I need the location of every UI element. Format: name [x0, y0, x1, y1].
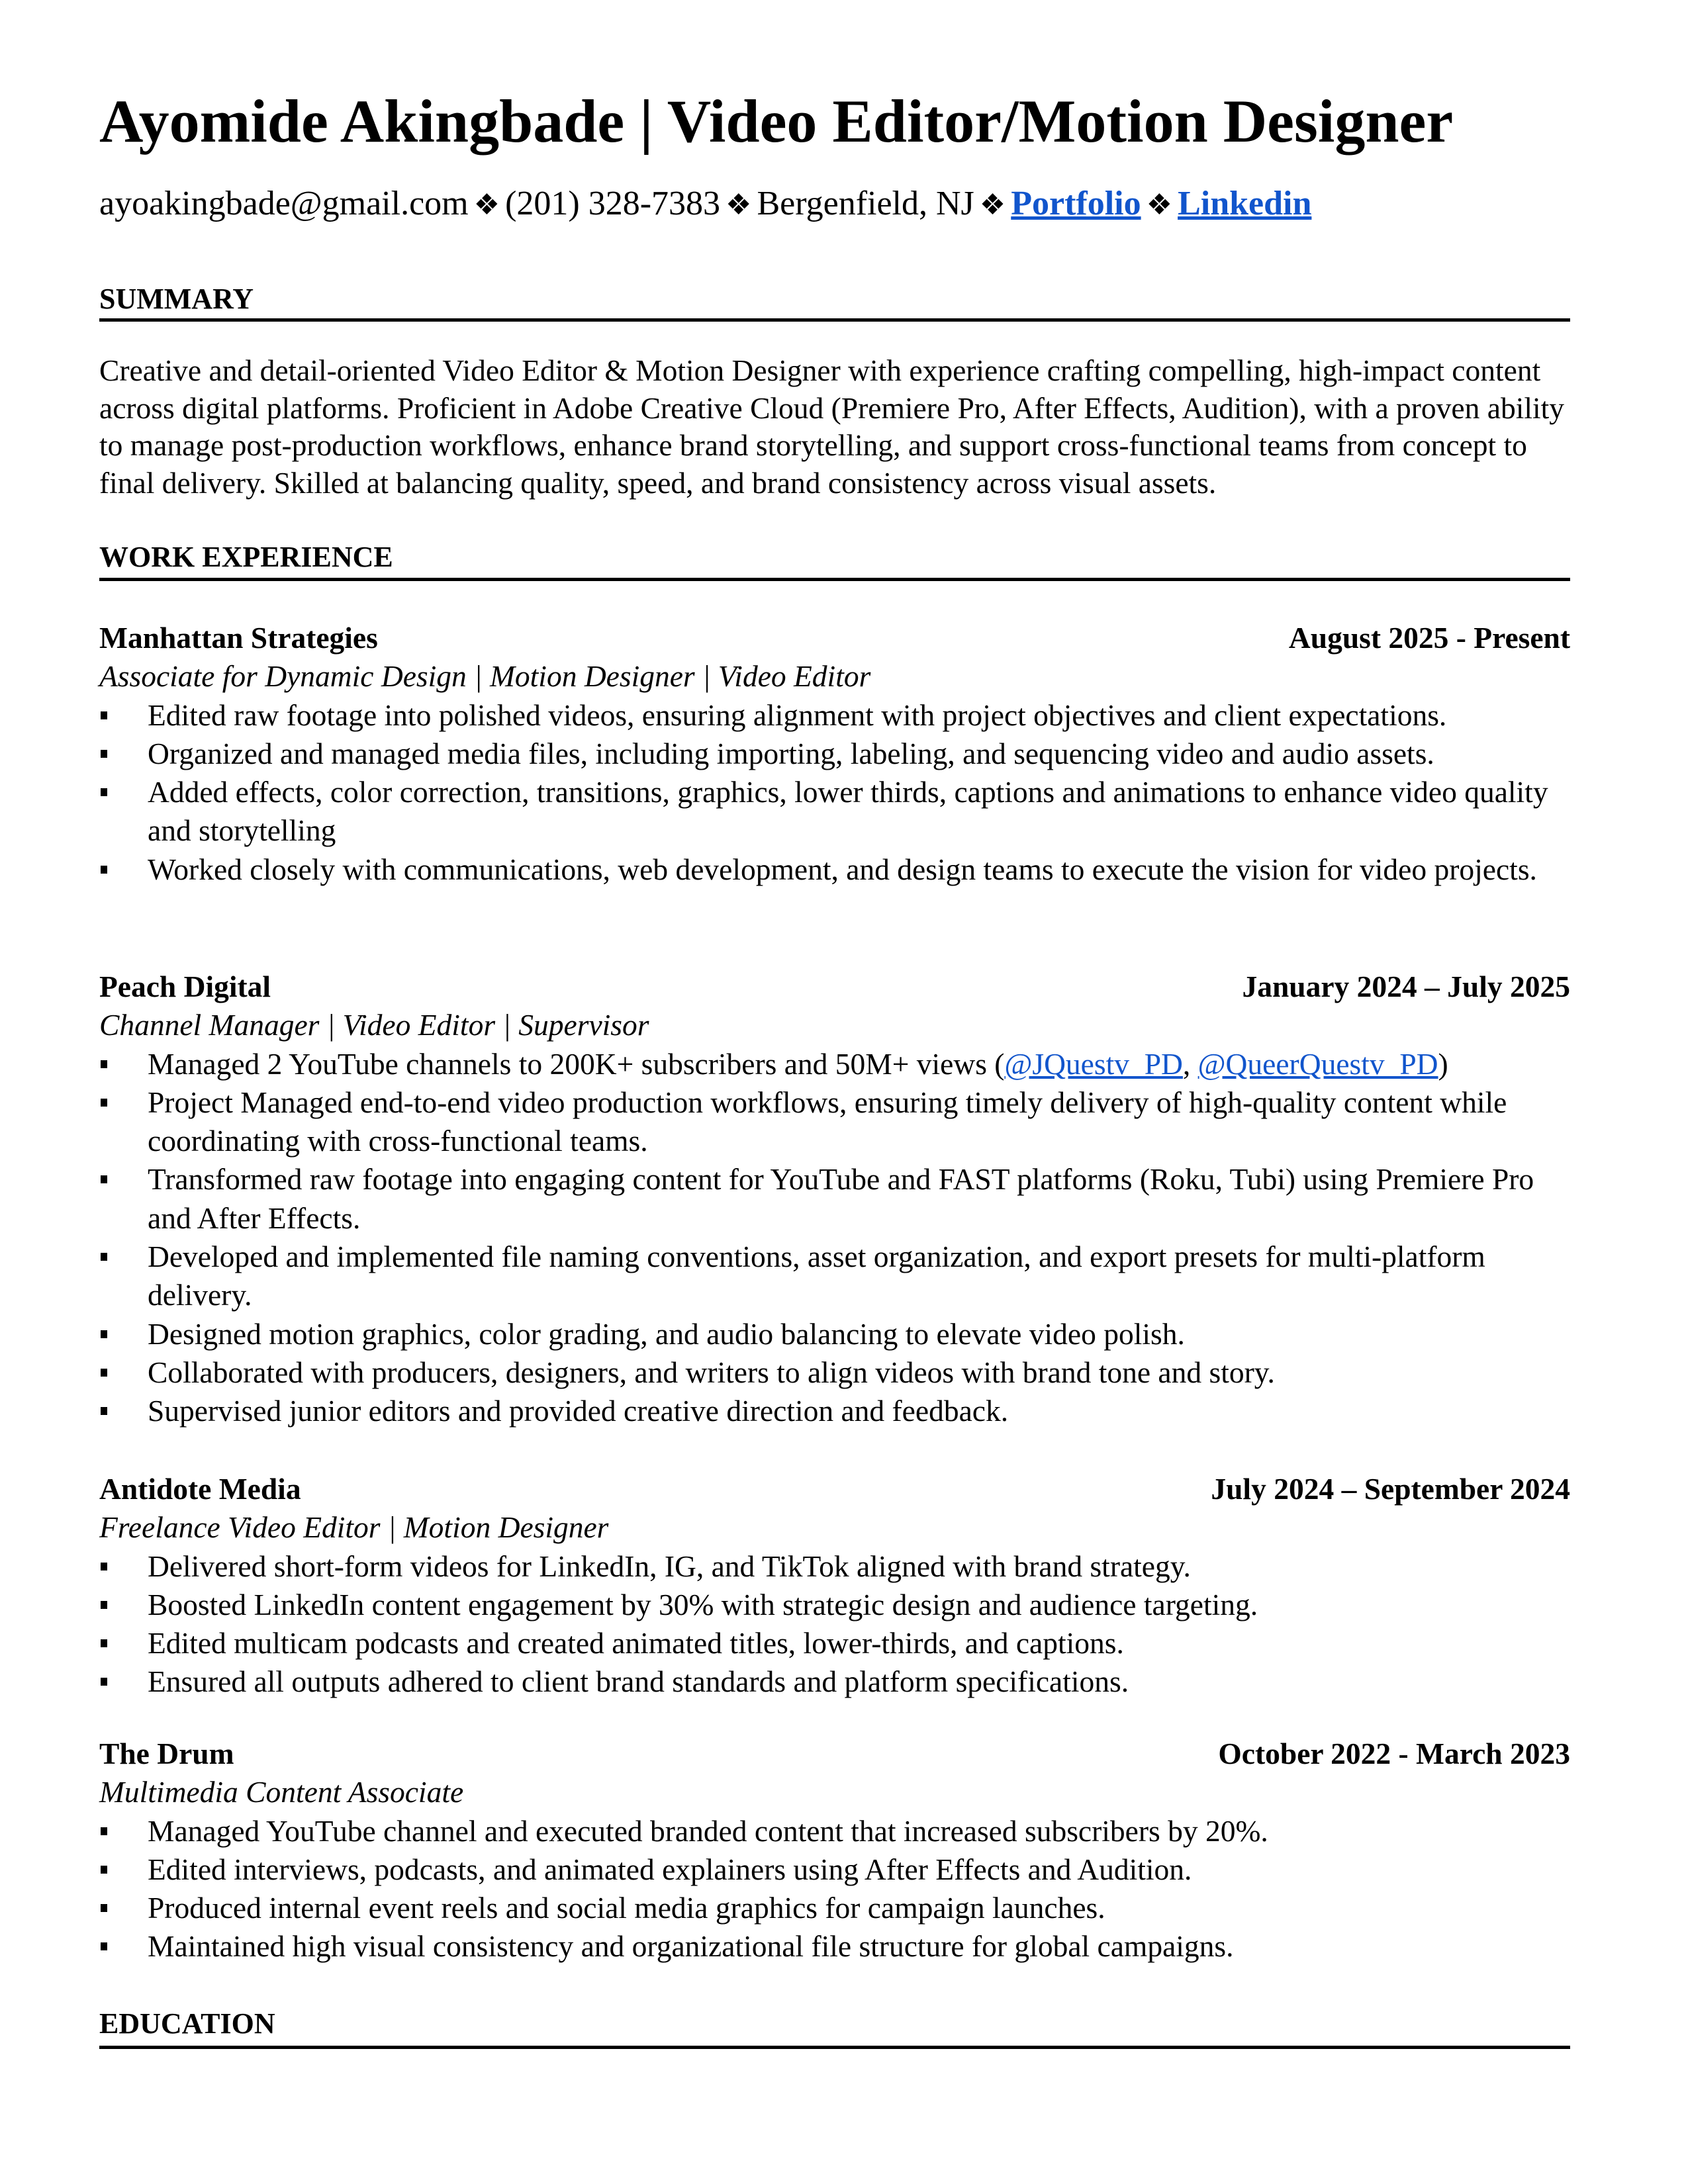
company-name: Peach Digital [99, 970, 271, 1003]
bullet-icon [101, 1175, 107, 1183]
bullet-text: Delivered short-form videos for LinkedIn, IG, and TikTok aligned with brand strategy. [148, 1549, 1191, 1583]
bullet-icon [101, 1942, 107, 1950]
queerquestv-link[interactable]: @QueerQuestv_PD [1197, 1046, 1438, 1081]
bullet-icon [101, 788, 107, 796]
bullet-icon [101, 1563, 107, 1570]
bullet-text: Organized and managed media files, including importing, labeling, and sequencing video and audio assets. [148, 736, 1434, 770]
section-heading-work: WORK EXPERIENCE [99, 541, 393, 573]
bullet-text: Added effects, color correction, transitions, graphics, lower thirds, captions and animations to enhance video quality and storytelling [148, 775, 1548, 848]
bullet-icon [101, 1827, 107, 1835]
location: Bergenfield, NJ [757, 185, 974, 222]
company-name: Manhattan Strategies [99, 621, 378, 655]
separator-icon: ❖ [1146, 189, 1173, 221]
list-item [99, 1083, 1570, 1161]
company-name: The Drum [99, 1737, 234, 1770]
bullet-text: Edited interviews, podcasts, and animated explainers using After Effects and Audition. [148, 1852, 1192, 1886]
list-item [99, 1889, 1570, 1927]
bullet-text: Transformed raw footage into engaging content for YouTube and FAST platforms (Roku, Tubi) using Premiere Pro and After Effects. [148, 1162, 1534, 1235]
list-item [99, 1662, 1570, 1701]
bullet-icon [101, 1060, 107, 1068]
job-role: Associate for Dynamic Design | Motion Designer | Video Editor [99, 659, 871, 694]
bullet-icon [101, 711, 107, 719]
section-divider [99, 578, 1570, 581]
job-role: Channel Manager | Video Editor | Supervisor [99, 1008, 649, 1042]
list-item [99, 1547, 1570, 1586]
bullet-text: Produced internal event reels and social media graphics for campaign launches. [148, 1891, 1105, 1925]
jquestv-link[interactable]: @JQuestv_PD [1004, 1046, 1183, 1081]
bullet-text: , [1182, 1046, 1198, 1081]
job-entry [99, 1735, 1570, 1966]
job-dates: July 2024 – September 2024 [1211, 1472, 1570, 1506]
linkedin-link[interactable]: Linkedin [1178, 185, 1312, 222]
list-item [99, 1392, 1570, 1430]
bullet-text: Ensured all outputs adhered to client brand standards and platform specifications. [148, 1664, 1129, 1699]
list-item [99, 1315, 1570, 1353]
list-item [99, 1353, 1570, 1392]
list-item [99, 1850, 1570, 1889]
bullet-text: Edited multicam podcasts and created animated titles, lower-thirds, and captions. [148, 1626, 1124, 1661]
email: ayoakingbade@gmail.com [99, 185, 469, 222]
section-heading-education: EDUCATION [99, 2007, 275, 2040]
bullet-text: Managed 2 YouTube channels to 200K+ subscribers and 50M+ views ( [148, 1046, 1005, 1081]
job-entry [99, 619, 1570, 889]
list-item [99, 1160, 1570, 1238]
resume-title: Ayomide Akingbade | Video Editor/Motion Designer [99, 87, 1454, 155]
list-item [99, 1812, 1570, 1850]
portfolio-link[interactable]: Portfolio [1011, 185, 1141, 222]
section-divider [99, 2046, 1570, 2049]
bullet-text: Project Managed end-to-end video production workflows, ensuring timely delivery of high-quality content while coordinating with cross-functional teams. [148, 1085, 1507, 1158]
bullet-text: Collaborated with producers, designers, and writers to align videos with brand tone and story. [148, 1355, 1275, 1389]
list-item [99, 850, 1570, 889]
bullet-icon [101, 1407, 107, 1415]
bullet-icon [101, 1678, 107, 1686]
section-heading-summary: SUMMARY [99, 283, 254, 315]
section-divider [99, 318, 1570, 322]
separator-icon: ❖ [979, 189, 1006, 221]
bullet-icon [101, 1904, 107, 1912]
separator-icon: ❖ [473, 189, 500, 221]
bullet-text: Maintained high visual consistency and organizational file structure for global campaigns. [148, 1929, 1234, 1964]
list-item [99, 1624, 1570, 1662]
bullet-icon [101, 1369, 107, 1377]
list-item [99, 1927, 1570, 1966]
list-item [99, 696, 1570, 735]
bullet-icon [101, 866, 107, 874]
bullet-icon [101, 1866, 107, 1874]
bullet-text: Designed motion graphics, color grading, and audio balancing to elevate video polish. [148, 1316, 1185, 1351]
job-entry [99, 1470, 1570, 1702]
list-item [99, 1238, 1570, 1315]
bullet-text: Supervised junior editors and provided creative direction and feedback. [148, 1394, 1009, 1428]
company-name: Antidote Media [99, 1472, 301, 1506]
bullet-text: ) [1438, 1046, 1448, 1081]
bullet-text: Boosted LinkedIn content engagement by 30% with strategic design and audience targeting. [148, 1587, 1258, 1621]
bullet-icon [101, 1601, 107, 1609]
job-dates: January 2024 – July 2025 [1242, 970, 1570, 1003]
job-role: Freelance Video Editor | Motion Designer [99, 1510, 609, 1545]
job-dates: October 2022 - March 2023 [1218, 1737, 1570, 1770]
list-item [99, 1045, 1570, 1083]
bullet-icon [101, 1639, 107, 1647]
bullet-icon [101, 1253, 107, 1261]
list-item [99, 735, 1570, 773]
bullet-text: Worked closely with communications, web development, and design teams to execute the vision for video projects. [148, 852, 1537, 886]
bullet-icon [101, 1099, 107, 1107]
list-item [99, 1586, 1570, 1624]
bullet-icon [101, 1330, 107, 1338]
job-role: Multimedia Content Associate [99, 1775, 464, 1809]
job-dates: August 2025 - Present [1288, 621, 1570, 655]
bullet-icon [101, 750, 107, 758]
job-entry [99, 968, 1570, 1431]
bullet-text: Managed YouTube channel and executed branded content that increased subscribers by 20%. [148, 1813, 1268, 1848]
bullet-text: Developed and implemented file naming conventions, asset organization, and export presets for multi-platform delivery. [148, 1240, 1485, 1312]
contact-line [99, 183, 1570, 226]
list-item [99, 773, 1570, 850]
phone: (201) 328-7383 [505, 185, 721, 222]
separator-icon: ❖ [726, 189, 752, 221]
summary-text: Creative and detail-oriented Video Editor & Motion Designer with experience crafting compelling, high-impact content across digital platforms. Proficient in Adobe Creative Cloud (Premiere Pro, After Effects, Audition), with a proven ability to manage post-production workflows, enhance brand storytelling, and support cross-functional teams from concept to final delivery. Skilled at balancing quality, speed, and brand consistency across visual assets. [99, 353, 1565, 500]
bullet-text: Edited raw footage into polished videos, ensuring alignment with project objectives and client expectations. [148, 698, 1447, 732]
